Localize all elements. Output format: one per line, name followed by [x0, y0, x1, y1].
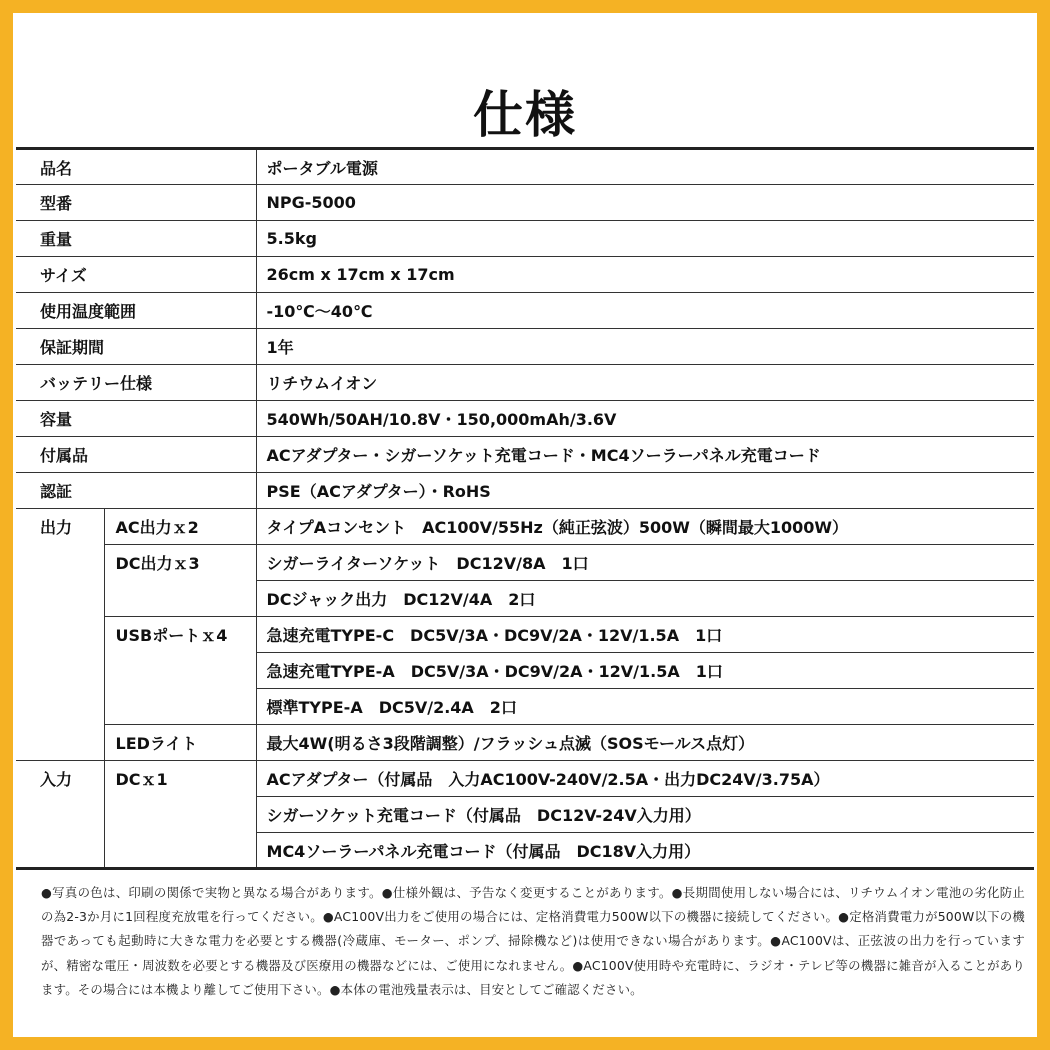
table-row [16, 473, 1034, 509]
output-sub-label [104, 653, 256, 689]
table-row [16, 329, 1034, 365]
table-row [16, 257, 1034, 293]
spec-value: 急速充電TYPE-C DC5V/3A・DC9V/2A・12V/1.5A 1口 [256, 617, 1034, 653]
table-row [16, 293, 1034, 329]
spec-label: 付属品 [16, 437, 256, 473]
spec-label: 品名 [16, 149, 256, 185]
table-row [16, 437, 1034, 473]
spec-table [16, 147, 1034, 870]
spec-label: 重量 [16, 221, 256, 257]
table-row [16, 833, 1034, 869]
input-sub-label [104, 797, 256, 833]
output-sub-label: AC出力ｘ2 [104, 509, 256, 545]
spec-value: タイプAコンセント AC100V/55Hz（純正弦波）500W（瞬間最大1000W） [256, 509, 1034, 545]
spec-value: NPG-5000 [256, 185, 1034, 221]
spec-label: 認証 [16, 473, 256, 509]
table-row [16, 725, 1034, 761]
spec-value: 26cm x 17cm x 17cm [256, 257, 1034, 293]
spec-value: 急速充電TYPE-A DC5V/3A・DC9V/2A・12V/1.5A 1口 [256, 653, 1034, 689]
spec-label: サイズ [16, 257, 256, 293]
output-sub-label: DC出力ｘ3 [104, 545, 256, 581]
table-row [16, 545, 1034, 581]
spec-value: ポータブル電源 [256, 149, 1034, 185]
spec-value: リチウムイオン [256, 365, 1034, 401]
spec-value: PSE（ACアダプター）・RoHS [256, 473, 1034, 509]
spec-label: 使用温度範囲 [16, 293, 256, 329]
table-row [16, 653, 1034, 689]
spec-value: MC4ソーラーパネル充電コード（付属品 DC18V入力用） [256, 833, 1034, 869]
output-group-label: 出力 [40, 518, 73, 538]
table-row [16, 761, 1034, 797]
output-sub-label [104, 581, 256, 617]
output-sub-label: LEDライト [104, 725, 256, 761]
output-sub-label [104, 689, 256, 725]
table-row [16, 365, 1034, 401]
spec-label: 型番 [16, 185, 256, 221]
spec-value: DCジャック出力 DC12V/4A 2口 [256, 581, 1034, 617]
spec-label: 保証期間 [16, 329, 256, 365]
spec-value: ACアダプター・シガーソケット充電コード・MC4ソーラーパネル充電コード [256, 437, 1034, 473]
spec-value: シガーソケット充電コード（付属品 DC12V-24V入力用） [256, 797, 1034, 833]
table-row [16, 509, 1034, 545]
input-group-label: 入力 [40, 770, 73, 790]
spec-value: ACアダプター（付属品 入力AC100V-240V/2.5A・出力DC24V/3.75A） [256, 761, 1034, 797]
table-row [16, 617, 1034, 653]
spec-value: -10℃～40℃ [256, 293, 1034, 329]
table-row [16, 401, 1034, 437]
spec-value: 540Wh/50AH/10.8V・150,000mAh/3.6V [256, 401, 1034, 437]
table-row [16, 689, 1034, 725]
spec-label: バッテリー仕様 [16, 365, 256, 401]
spec-value: シガーライターソケット DC12V/8A 1口 [256, 545, 1034, 581]
page-title: 仕様 [473, 86, 577, 144]
table-row [16, 581, 1034, 617]
output-sub-label: USBポートｘ4 [104, 617, 256, 653]
table-row [16, 149, 1034, 185]
table-row [16, 221, 1034, 257]
input-sub-label: DCｘ1 [104, 761, 256, 797]
spec-label: 容量 [16, 401, 256, 437]
spec-value: 標準TYPE-A DC5V/2.4A 2口 [256, 689, 1034, 725]
notes-text: ●写真の色は、印刷の関係で実物と異なる場合があります。●仕様外観は、予告なく変更することがあります。●長期間使用しない場合には、リチウムイオン電池の劣化防止の為2-3か月に1回程度充放電を行ってください。●AC100V出力をご使用の場合には、定格消費電力500W以下の機器に接続してください。●定格消費電力が500W以下の機器であっても起動時に大きな電力を必要とする機器(冷蔵庫、モーター、ポンプ、掃除機など)は使用できない場合があります。●AC100Vは、正弦波の出力を行っていますが、精密な電圧・周波数を必要とする機器及び医療用の機器などには、ご使用になれません。●AC100V使用時や充電時に、ラジオ・テレビ等の機器に雑音が入ることがあります。その場合には本機より離してご使用下さい。●本体の電池残量表示は、目安としてご確認ください。 [41, 885, 1025, 997]
table-row [16, 797, 1034, 833]
spec-value: 5.5kg [256, 221, 1034, 257]
input-sub-label [104, 833, 256, 869]
spec-value: 1年 [256, 329, 1034, 365]
table-row [16, 185, 1034, 221]
spec-value: 最大4W(明るさ3段階調整）/フラッシュ点滅（SOSモールス点灯） [256, 725, 1034, 761]
